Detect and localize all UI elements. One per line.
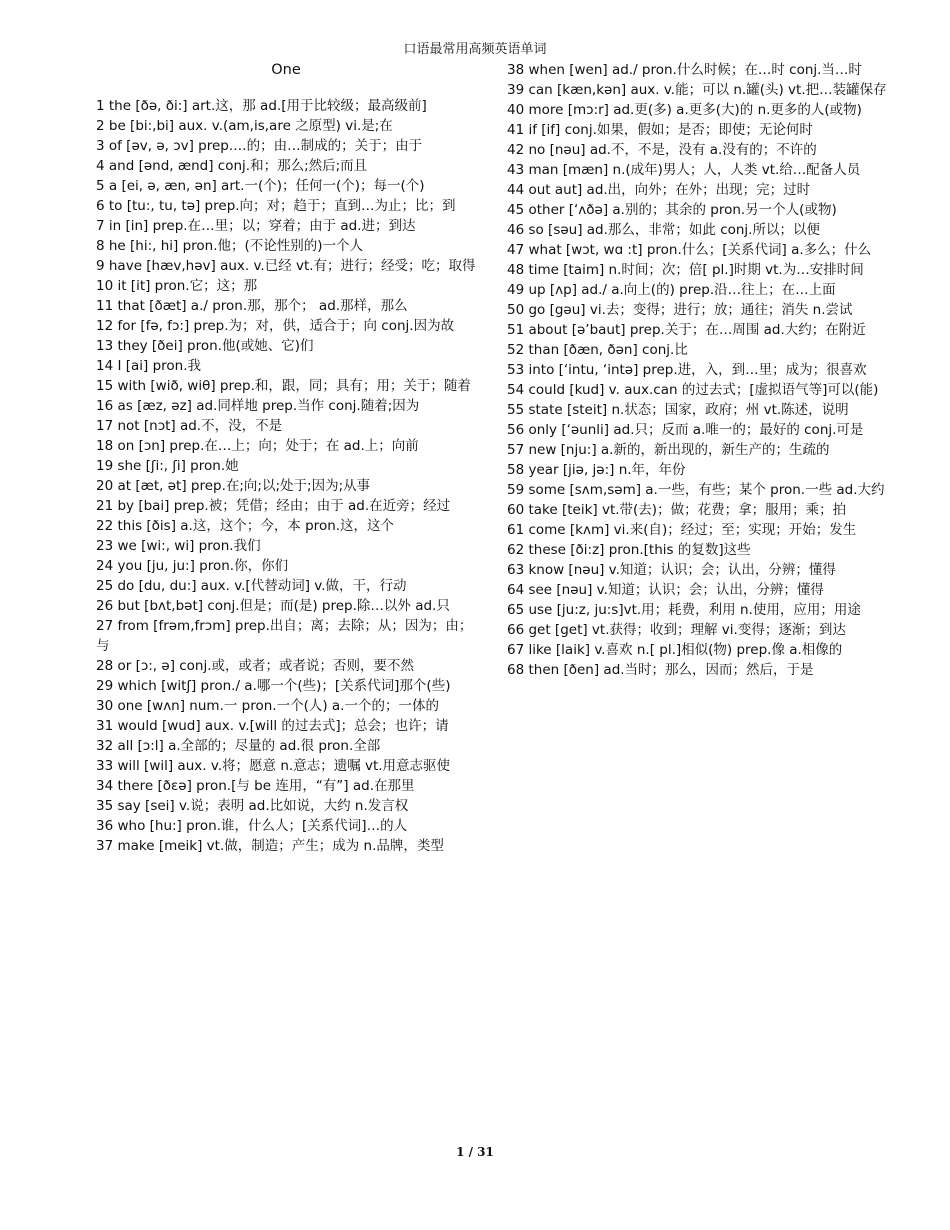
- word-entry: 3 of [əv, ə, ɔv] prep.…的；由…制成的；关于；由于: [96, 138, 423, 154]
- word-entry: 25 do [du, du:] aux. v.[代替动词] v.做，干，行动: [96, 578, 407, 594]
- word-entry: 54 could [kud] v. aux.can 的过去式；[虚拟语气等]可以(能): [507, 382, 879, 398]
- word-entry: 53 into [‘intu, ‘intə] prep.进，入，到…里；成为；很喜欢: [507, 362, 867, 378]
- page-number: 1 / 31: [456, 1145, 494, 1159]
- word-entry: 57 new [nju:] a.新的，新出现的，新生产的；生疏的: [507, 442, 830, 458]
- word-entry: 40 more [mɔ:r] ad.更(多) a.更多(大)的 n.更多的人(或物): [507, 102, 862, 118]
- word-entry: 55 state [steit] n.状态；国家，政府；州 vt.陈述，说明: [507, 402, 849, 418]
- word-entry: 30 one [wʌn] num.一 pron.一个(人) a.一个的；一体的: [96, 698, 439, 714]
- word-entry: 43 man [mæn] n.(成年)男人；人，人类 vt.给…配备人员: [507, 162, 861, 178]
- word-entry: 51 about [ə’baut] prep.关于；在…周围 ad.大约；在附近: [507, 322, 866, 338]
- word-entry: 67 like [laik] v.喜欢 n.[ pl.]相似(物) prep.像 a.相像的: [507, 642, 843, 658]
- word-entry: 38 when [wen] ad./ pron.什么时候；在…时 conj.当…时: [507, 62, 862, 78]
- word-entry: 35 say [sei] v.说；表明 ad.比如说，大约 n.发言权: [96, 798, 409, 814]
- word-entry: 41 if [if] conj.如果，假如；是否；即使；无论何时: [507, 122, 813, 138]
- word-entry: 27 from [frəm,frɔm] prep.出自；离；去除；从；因为；由；与: [96, 618, 473, 654]
- word-entry: 26 but [bʌt,bət] conj.但是；而(是) prep.除…以外 ad.只: [96, 598, 450, 614]
- left-column: [96, 60, 476, 856]
- word-entry: 36 who [hu:] pron.谁，什么人；[关系代词]…的人: [96, 818, 408, 834]
- word-entry: 18 on [ɔn] prep.在…上；向；处于；在 ad.上；向前: [96, 438, 419, 454]
- word-entry: 62 these [ði:z] pron.[this 的复数]这些: [507, 542, 751, 558]
- word-entry: 49 up [ʌp] ad./ a.向上(的) prep.沿…往上；在…上面: [507, 282, 836, 298]
- word-entry: 21 by [bai] prep.被；凭借；经由；由于 ad.在近旁；经过: [96, 498, 451, 514]
- word-entry: 28 or [ɔ:, ə] conj.或，或者；或者说；否则，要不然: [96, 658, 415, 674]
- word-entry: 64 see [nəu] v.知道；认识；会；认出，分辨；懂得: [507, 582, 824, 598]
- word-entry: 46 so [səu] ad.那么，非常；如此 conj.所以；以便: [507, 222, 820, 238]
- word-entry: 47 what [wɔt, wɑ :t] pron.什么；[关系代词] a.多么；什么: [507, 242, 872, 258]
- word-entry: 1 the [ðə, ði:] art.这，那 ad.[用于比较级；最高级前]: [96, 98, 427, 114]
- word-entry: 12 for [fə, fɔ:] prep.为；对，供，适合于；向 conj.因为故: [96, 318, 455, 334]
- word-entry: 42 no [nəu] ad.不，不是，没有 a.没有的；不许的: [507, 142, 817, 158]
- word-entry: 5 a [ei, ə, æn, ən] art.一(个)；任何一(个)；每一(个): [96, 178, 425, 194]
- word-entry: 10 it [it] pron.它；这；那: [96, 278, 258, 294]
- word-entry: 37 make [meik] vt.做，制造；产生；成为 n.品牌，类型: [96, 838, 444, 854]
- word-entry: 15 with [wið, wiθ] prep.和，跟，同；具有；用；关于；随着: [96, 378, 471, 394]
- word-entry: 66 get [get] vt.获得；收到；理解 vi.变得；逐渐；到达: [507, 622, 846, 638]
- section-title: One: [271, 62, 301, 78]
- word-entry: 13 they [ðei] pron.他(或她、它)们: [96, 338, 314, 354]
- word-entry: 58 year [jiə, jə:] n.年，年份: [507, 462, 686, 478]
- left-entry-list: [96, 96, 476, 856]
- word-entry: 29 which [witʃ] pron./ a.哪一个(些)；[关系代词]那个(些): [96, 678, 451, 694]
- word-entry: 16 as [æz, əz] ad.同样地 prep.当作 conj.随着;因为: [96, 398, 420, 414]
- word-entry: 22 this [ðis] a.这，这个；今，本 pron.这，这个: [96, 518, 395, 534]
- right-entry-list: [507, 60, 887, 680]
- word-entry: 8 he [hi:, hi] pron.他；(不论性别的)一个人: [96, 238, 364, 254]
- word-entry: 20 at [æt, ət] prep.在;向;以;处于;因为;从事: [96, 478, 371, 494]
- word-entry: 14 I [ai] pron.我: [96, 358, 202, 374]
- word-entry: 9 have [hæv,həv] aux. v.已经 vt.有；进行；经受；吃；取得: [96, 258, 476, 274]
- word-entry: 6 to [tu:, tu, tə] prep.向；对；趋于；直到…为止；比；到: [96, 198, 456, 214]
- word-entry: 11 that [ðæt] a./ pron.那，那个； ad.那样，那么: [96, 298, 408, 314]
- right-column: [507, 60, 887, 680]
- word-entry: 60 take [teik] vt.带(去)；做；花费；拿；服用；乘；拍: [507, 502, 847, 518]
- word-entry: 48 time [taim] n.时间；次；倍[ pl.]时期 vt.为…安排时间: [507, 262, 864, 278]
- word-entry: 59 some [sʌm,səm] a.一些，有些；某个 pron.一些 ad.大约: [507, 482, 885, 498]
- word-entry: 17 not [nɔt] ad.不，没，不是: [96, 418, 283, 434]
- word-entry: 56 only [‘əunli] ad.只；反而 a.唯一的；最好的 conj.可是: [507, 422, 864, 438]
- word-entry: 24 you [ju, ju:] pron.你，你们: [96, 558, 289, 574]
- word-entry: 61 come [kʌm] vi.来(自)；经过；至；实现；开始；发生: [507, 522, 857, 538]
- word-entry: 44 out aut] ad.出，向外；在外；出现；完；过时: [507, 182, 811, 198]
- word-entry: 65 use [ju:z, ju:s]vt.用；耗费，利用 n.使用，应用；用途: [507, 602, 861, 618]
- word-entry: 45 other [‘ʌðə] a.别的；其余的 pron.另一个人(或物): [507, 202, 837, 218]
- word-entry: 33 will [wil] aux. v.将；愿意 n.意志；遗嘱 vt.用意志驱使: [96, 758, 451, 774]
- word-entry: 50 go [gəu] vi.去；变得；进行；放；通往；消失 n.尝试: [507, 302, 853, 318]
- word-entry: 2 be [bi:,bi] aux. v.(am,is,are 之原型) vi.是;在: [96, 118, 393, 134]
- word-entry: 7 in [in] prep.在…里；以；穿着；由于 ad.进；到达: [96, 218, 416, 234]
- word-entry: 63 know [nəu] v.知道；认识；会；认出，分辨；懂得: [507, 562, 836, 578]
- word-entry: 39 can [kæn,kən] aux. v.能；可以 n.罐(头) vt.把…装罐保存: [507, 82, 887, 98]
- word-entry: 68 then [ðen] ad.当时；那么，因而；然后，于是: [507, 662, 814, 678]
- word-entry: 52 than [ðæn, ðən] conj.比: [507, 342, 688, 358]
- page-header: 口语最常用高频英语单词: [403, 42, 547, 57]
- word-entry: 31 would [wud] aux. v.[will 的过去式]；总会；也许；请: [96, 718, 449, 734]
- word-entry: 34 there [ðɛə] pron.[与 be 连用，“有”] ad.在那里: [96, 778, 415, 794]
- word-entry: 4 and [ənd, ænd] conj.和；那么;然后;而且: [96, 158, 368, 174]
- word-entry: 32 all [ɔ:l] a.全部的；尽量的 ad.很 pron.全部: [96, 738, 381, 754]
- word-entry: 23 we [wi:, wi] pron.我们: [96, 538, 261, 554]
- word-entry: 19 she [ʃi:, ʃi] pron.她: [96, 458, 239, 474]
